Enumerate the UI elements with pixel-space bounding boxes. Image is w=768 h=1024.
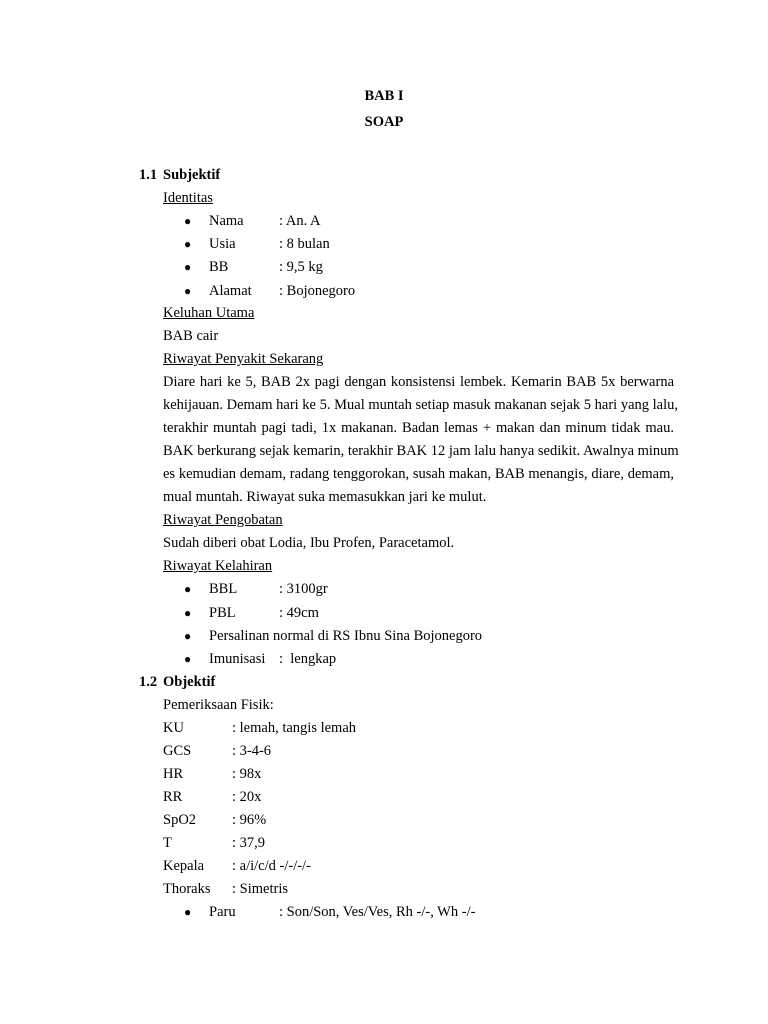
pemeriksaan-label: HR — [163, 766, 184, 782]
kelahiran-value: : 3100gr — [279, 581, 328, 597]
chapter-label: BAB I — [364, 88, 404, 104]
pemeriksaan-heading: Pemeriksaan Fisik: — [163, 697, 274, 713]
identitas-value: : 8 bulan — [279, 236, 330, 252]
rps-line: kehijauan. Demam hari ke 5. Mual muntah setiap masuk makanan sejak 5 hari yang lalu, — [163, 397, 678, 413]
kelahiran-label: PBL — [209, 605, 236, 621]
paru-label: Paru — [209, 904, 236, 920]
bullet-icon: ● — [184, 582, 192, 596]
kelahiran-heading: Riwayat Kelahiran — [163, 558, 273, 574]
pemeriksaan-value: : 37,9 — [232, 835, 266, 851]
identitas-value: : 9,5 kg — [279, 259, 323, 275]
pemeriksaan-label: SpO2 — [163, 812, 197, 828]
pemeriksaan-value: : 98x — [232, 766, 262, 782]
pemeriksaan-value: : Simetris — [232, 881, 288, 897]
section-heading-objektif: Objektif — [163, 674, 216, 690]
identitas-heading: Identitas — [163, 190, 213, 206]
pemeriksaan-label: RR — [163, 789, 183, 805]
pemeriksaan-label: GCS — [163, 743, 192, 759]
pemeriksaan-value: : a/i/c/d -/-/-/- — [232, 858, 311, 874]
document-title: SOAP — [364, 114, 404, 130]
kelahiran-label: BBL — [209, 581, 238, 597]
identitas-value: : Bojonegoro — [279, 283, 356, 299]
keluhan-text: BAB cair — [163, 328, 219, 344]
kelahiran-value: : 49cm — [279, 605, 319, 621]
rps-line: BAK berkurang sejak kemarin, terakhir BAK 12 jam lalu hanya sedikit. Awalnya minum — [163, 443, 679, 459]
rps-heading: Riwayat Penyakit Sekarang — [163, 351, 324, 367]
bullet-icon: ● — [184, 214, 192, 228]
identitas-label: Nama — [209, 213, 244, 229]
bullet-icon: ● — [184, 652, 192, 666]
kelahiran-label: Imunisasi — [209, 651, 266, 667]
section-heading-subjektif: Subjektif — [163, 167, 221, 183]
kelahiran-value: : lengkap — [279, 651, 337, 667]
bullet-icon: ● — [184, 905, 192, 919]
pemeriksaan-label: Kepala — [163, 858, 205, 874]
pemeriksaan-value: : 20x — [232, 789, 262, 805]
section-number-objektif: 1.2 — [139, 674, 158, 690]
pemeriksaan-label: T — [163, 835, 172, 851]
pemeriksaan-label: Thoraks — [163, 881, 211, 897]
rps-line: mual muntah. Riwayat suka memasukkan jari ke mulut. — [163, 489, 487, 505]
pengobatan-text: Sudah diberi obat Lodia, Ibu Profen, Paracetamol. — [163, 535, 455, 551]
keluhan-heading: Keluhan Utama — [163, 305, 255, 321]
paru-value: : Son/Son, Ves/Ves, Rh -/-, Wh -/- — [279, 904, 476, 920]
pemeriksaan-label: KU — [163, 720, 184, 736]
pengobatan-heading: Riwayat Pengobatan — [163, 512, 283, 528]
bullet-icon: ● — [184, 260, 192, 274]
section-number-subjektif: 1.1 — [139, 167, 158, 183]
bullet-icon: ● — [184, 606, 192, 620]
identitas-value: : An. A — [279, 213, 321, 229]
rps-line: es kemudian demam, radang tenggorokan, susah makan, BAB menangis, diare, demam, — [163, 466, 674, 482]
pemeriksaan-value: : lemah, tangis lemah — [232, 720, 357, 736]
bullet-icon: ● — [184, 237, 192, 251]
rps-line: terakhir muntah pagi tadi, 1x makanan. Badan lemas + makan dan minum tidak mau. — [163, 420, 674, 436]
identitas-label: BB — [209, 259, 229, 275]
rps-line: Diare hari ke 5, BAB 2x pagi dengan konsistensi lembek. Kemarin BAB 5x berwarna — [163, 374, 674, 390]
kelahiran-label: Persalinan normal di RS Ibnu Sina Bojonegoro — [209, 628, 483, 644]
identitas-label: Usia — [209, 236, 236, 252]
bullet-icon: ● — [184, 629, 192, 643]
bullet-icon: ● — [184, 284, 192, 298]
pemeriksaan-value: : 3-4-6 — [232, 743, 272, 759]
identitas-label: Alamat — [209, 283, 252, 299]
pemeriksaan-value: : 96% — [232, 812, 267, 828]
